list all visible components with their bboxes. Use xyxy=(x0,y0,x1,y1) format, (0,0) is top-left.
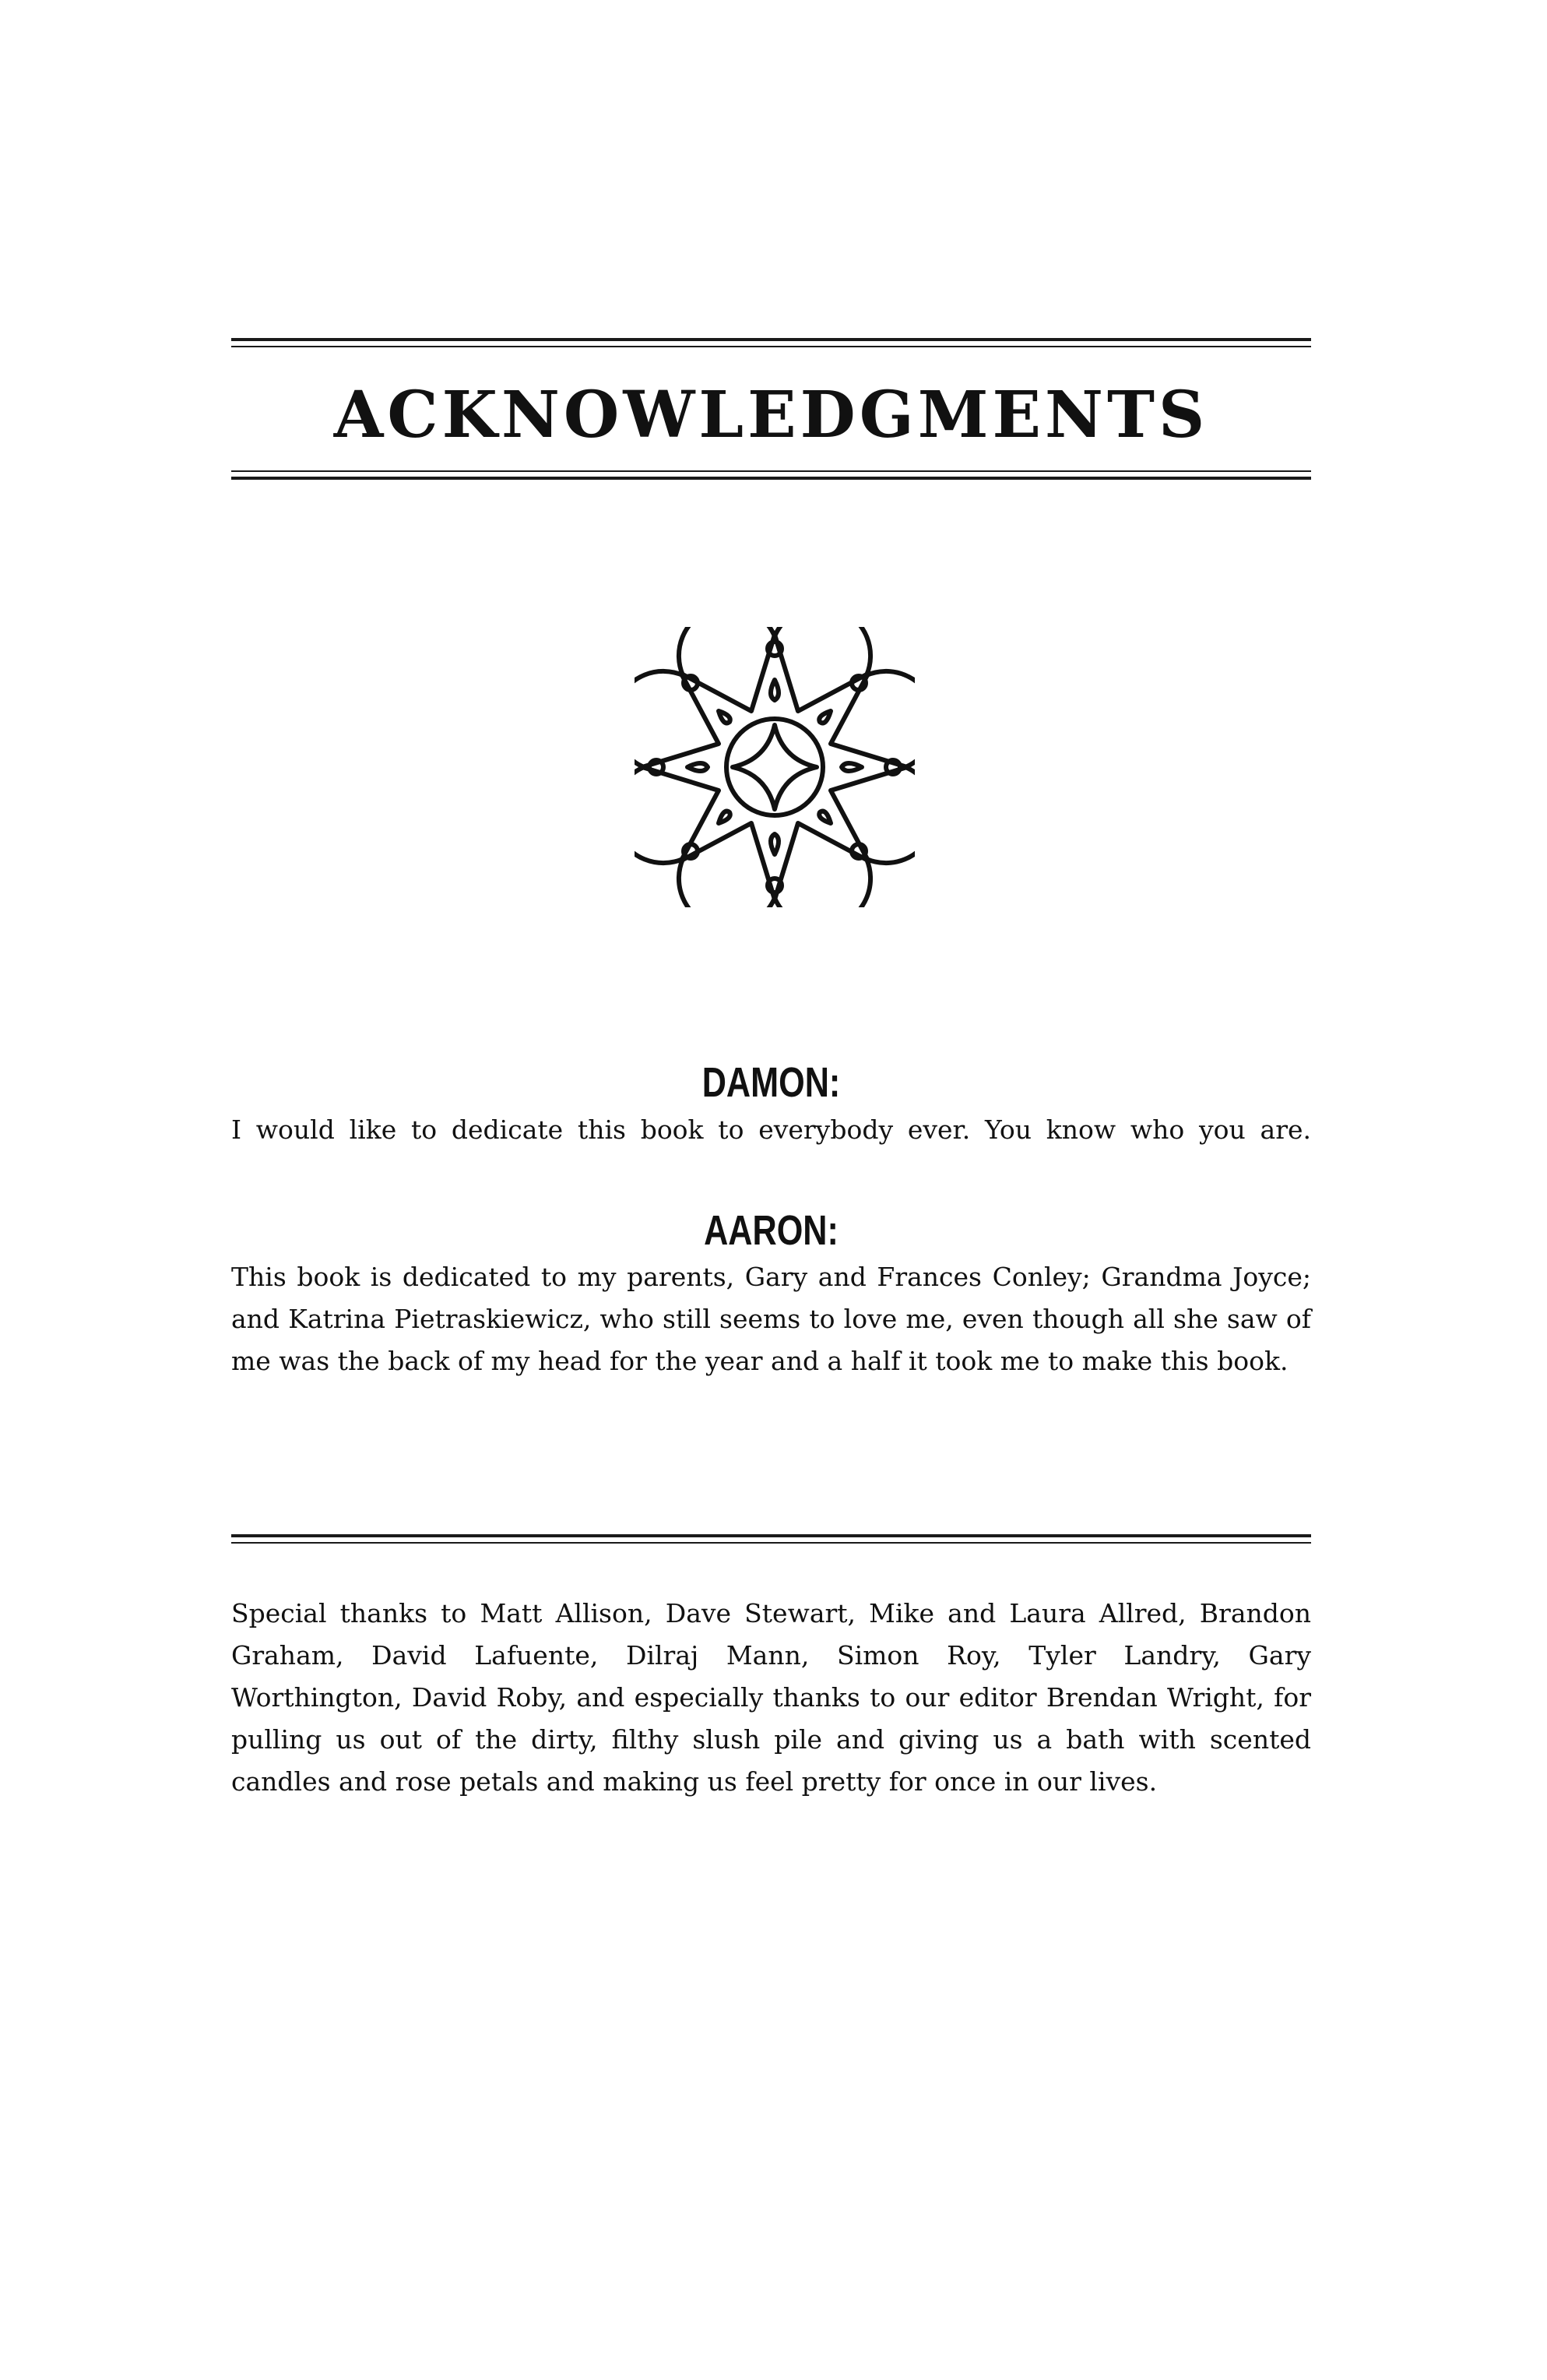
page-title: ACKNOWLEDGMENTS xyxy=(333,378,1209,452)
title-bottom-rule xyxy=(231,469,1311,484)
special-thanks-text: Special thanks to Matt Allison, Dave Stewart, Mike and Laura Allred, Brandon Graham, David Lafuente, Dilraj Mann, Simon Roy, Tyler Landry, Gary Worthington, David Roby, and especially thanks to our editor Brendan Wright, for pulling us out of the dirty, filthy slush pile and giving us a bath with scented candles and rose petals and making us feel pretty for once in our lives. xyxy=(231,1598,1311,1797)
section-heading-damon: DAMON: xyxy=(701,1059,841,1106)
floral-rosette-icon xyxy=(635,627,915,907)
section-divider-rule xyxy=(231,1533,1311,1548)
section-text-aaron: This book is dedicated to my parents, Gary and Frances Conley; Grandma Joyce; and Katrina Pietraskiewicz, who still seems to love me, even though all she saw of me was the back of my head for the year and a half it took me to make this book. xyxy=(231,1262,1311,1376)
title-top-rule xyxy=(231,336,1311,352)
section-heading-aaron: AARON: xyxy=(704,1207,839,1254)
scallop-border xyxy=(635,627,915,907)
section-text-damon: I would like to dedicate this book to everybody ever. You know who you are. xyxy=(231,1114,1311,1145)
